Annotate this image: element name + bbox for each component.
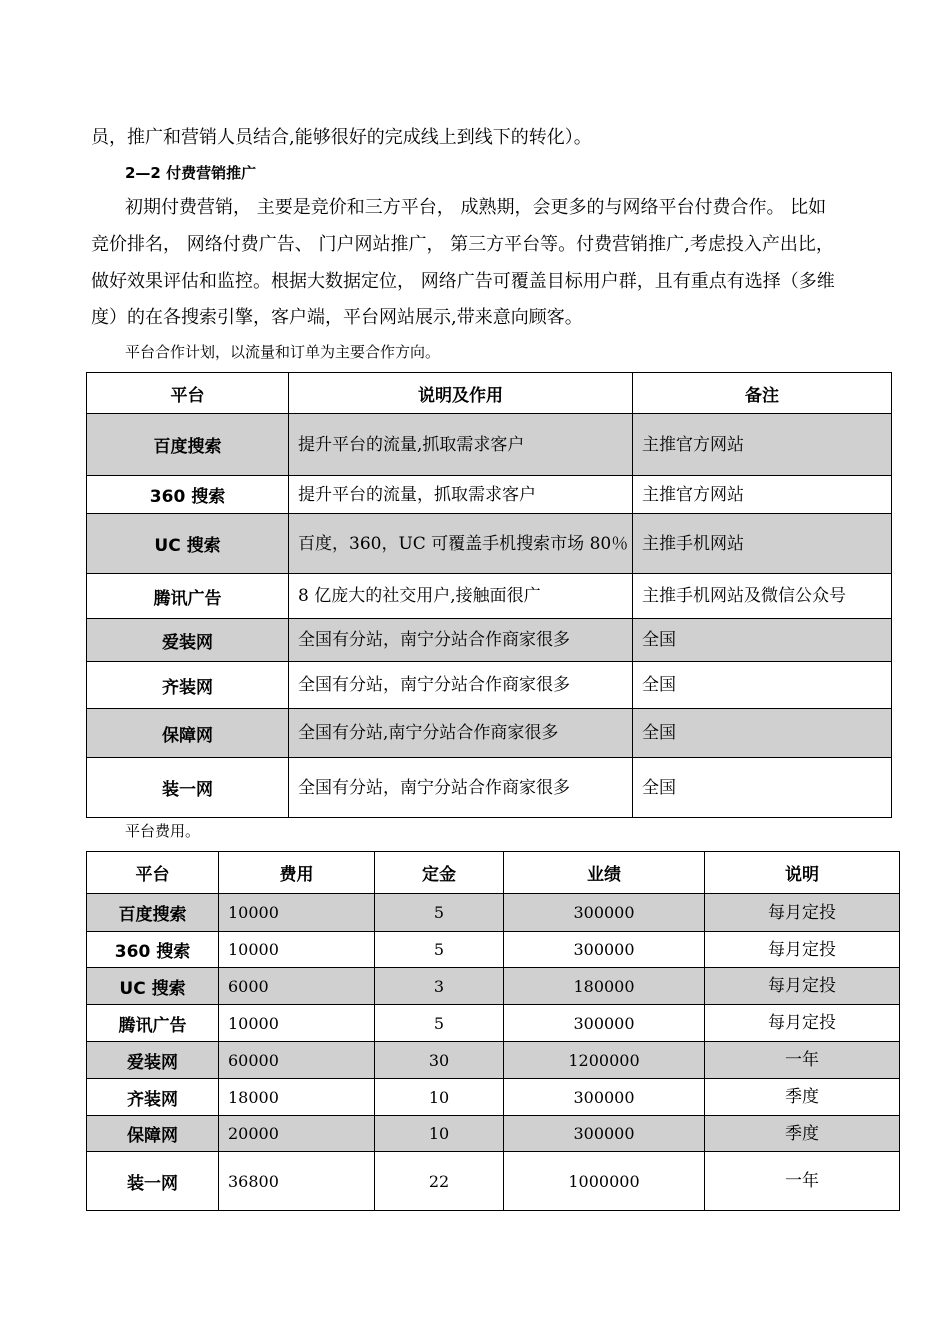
note-cell: 主推官方网站 <box>633 414 892 476</box>
table-header-row <box>87 852 900 894</box>
note-cell: 一年 <box>705 1042 900 1079</box>
performance-cell: 300000 <box>504 932 705 968</box>
paragraph-line: 做好效果评估和监控。根据大数据定位， 网络广告可覆盖目标用户群，且有重点有选择（多维 <box>91 271 835 292</box>
note-cell: 全国 <box>633 758 892 818</box>
note-cell: 季度 <box>705 1116 900 1152</box>
note-cell: 一年 <box>705 1152 900 1211</box>
paragraph-line: 度）的在各搜索引擎，客户端，平台网站展示,带来意向顾客。 <box>91 307 583 328</box>
deposit-cell: 22 <box>375 1152 504 1211</box>
deposit-cell: 30 <box>375 1042 504 1079</box>
header-cell: 说明及作用 <box>289 373 633 414</box>
performance-cell: 1200000 <box>504 1042 705 1079</box>
platform-cell: 百度搜索 <box>87 894 219 932</box>
performance-cell: 300000 <box>504 1005 705 1042</box>
desc-cell: 全国有分站,南宁分站合作商家很多 <box>289 709 633 758</box>
header-cell: 备注 <box>633 373 892 414</box>
note-cell: 主推手机网站及微信公众号 <box>633 574 892 619</box>
header-cell: 平台 <box>87 373 289 414</box>
table-row <box>87 1152 900 1211</box>
platform-cell: 爱装网 <box>87 619 289 662</box>
note-cell: 主推官方网站 <box>633 476 892 514</box>
platform-cell: UC 搜索 <box>87 968 219 1005</box>
fee-cell: 10000 <box>219 932 375 968</box>
note-cell: 每月定投 <box>705 1005 900 1042</box>
desc-cell: 全国有分站，南宁分站合作商家很多 <box>289 662 633 709</box>
performance-cell: 1000000 <box>504 1152 705 1211</box>
header-cell: 费用 <box>219 852 375 894</box>
note-cell: 每月定投 <box>705 932 900 968</box>
note-cell: 全国 <box>633 662 892 709</box>
table-row <box>87 662 892 709</box>
deposit-cell: 3 <box>375 968 504 1005</box>
desc-cell: 提升平台的流量,抓取需求客户 <box>289 414 633 476</box>
table-row <box>87 1116 900 1152</box>
fee-cell: 6000 <box>219 968 375 1005</box>
intro-tail-text: 员，推广和营销人员结合,能够很好的完成线上到线下的转化）。 <box>91 127 592 148</box>
desc-cell: 提升平台的流量，抓取需求客户 <box>289 476 633 514</box>
cooperation-table <box>86 372 892 818</box>
paragraph-line: 初期付费营销， 主要是竞价和三方平台， 成熟期，会更多的与网络平台付费合作。 比如 <box>125 197 827 218</box>
table-row <box>87 932 900 968</box>
performance-cell: 300000 <box>504 1116 705 1152</box>
header-cell: 业绩 <box>504 852 705 894</box>
table-row <box>87 1042 900 1079</box>
performance-cell: 180000 <box>504 968 705 1005</box>
table-row <box>87 709 892 758</box>
note-cell: 每月定投 <box>705 968 900 1005</box>
desc-cell: 8 亿庞大的社交用户,接触面很广 <box>289 574 633 619</box>
fee-cell: 18000 <box>219 1079 375 1116</box>
platform-cell: 腾讯广告 <box>87 1005 219 1042</box>
platform-cell: 齐装网 <box>87 662 289 709</box>
fee-cell: 36800 <box>219 1152 375 1211</box>
section-heading: 2—2 付费营销推广 <box>125 164 257 182</box>
fee-cell: 20000 <box>219 1116 375 1152</box>
deposit-cell: 5 <box>375 894 504 932</box>
deposit-cell: 5 <box>375 932 504 968</box>
platform-cell: 保障网 <box>87 1116 219 1152</box>
platform-cell: 保障网 <box>87 709 289 758</box>
note-cell: 全国 <box>633 619 892 662</box>
fee-caption: 平台费用。 <box>125 822 201 840</box>
table-row <box>87 968 900 1005</box>
platform-cell: 装一网 <box>87 758 289 818</box>
header-cell: 定金 <box>375 852 504 894</box>
table-row <box>87 476 892 514</box>
table-row <box>87 1079 900 1116</box>
fee-cell: 60000 <box>219 1042 375 1079</box>
table-row <box>87 414 892 476</box>
table-row <box>87 758 892 818</box>
fee-cell: 10000 <box>219 894 375 932</box>
desc-cell: 全国有分站，南宁分站合作商家很多 <box>289 619 633 662</box>
desc-cell: 百度，360，UC 可覆盖手机搜索市场 80％ <box>289 514 633 574</box>
platform-cell: 爱装网 <box>87 1042 219 1079</box>
platform-cell: 360 搜索 <box>87 932 219 968</box>
platform-cell: 腾讯广告 <box>87 574 289 619</box>
table-row <box>87 1005 900 1042</box>
note-cell: 季度 <box>705 1079 900 1116</box>
cooperation-caption: 平台合作计划，以流量和订单为主要合作方向。 <box>125 343 441 361</box>
header-cell: 说明 <box>705 852 900 894</box>
platform-cell: UC 搜索 <box>87 514 289 574</box>
deposit-cell: 5 <box>375 1005 504 1042</box>
fee-cell: 10000 <box>219 1005 375 1042</box>
performance-cell: 300000 <box>504 894 705 932</box>
desc-cell: 全国有分站，南宁分站合作商家很多 <box>289 758 633 818</box>
platform-cell: 百度搜索 <box>87 414 289 476</box>
table-row <box>87 619 892 662</box>
deposit-cell: 10 <box>375 1116 504 1152</box>
deposit-cell: 10 <box>375 1079 504 1116</box>
platform-cell: 360 搜索 <box>87 476 289 514</box>
fee-table <box>86 851 900 1211</box>
table-row <box>87 894 900 932</box>
note-cell: 全国 <box>633 709 892 758</box>
paragraph-line: 竞价排名， 网络付费广告、 门户网站推广， 第三方平台等。付费营销推广,考虑投入产出比， <box>91 234 834 255</box>
header-cell: 平台 <box>87 852 219 894</box>
note-cell: 每月定投 <box>705 894 900 932</box>
performance-cell: 300000 <box>504 1079 705 1116</box>
platform-cell: 装一网 <box>87 1152 219 1211</box>
table-row <box>87 514 892 574</box>
table-header-row <box>87 373 892 414</box>
platform-cell: 齐装网 <box>87 1079 219 1116</box>
note-cell: 主推手机网站 <box>633 514 892 574</box>
table-row <box>87 574 892 619</box>
